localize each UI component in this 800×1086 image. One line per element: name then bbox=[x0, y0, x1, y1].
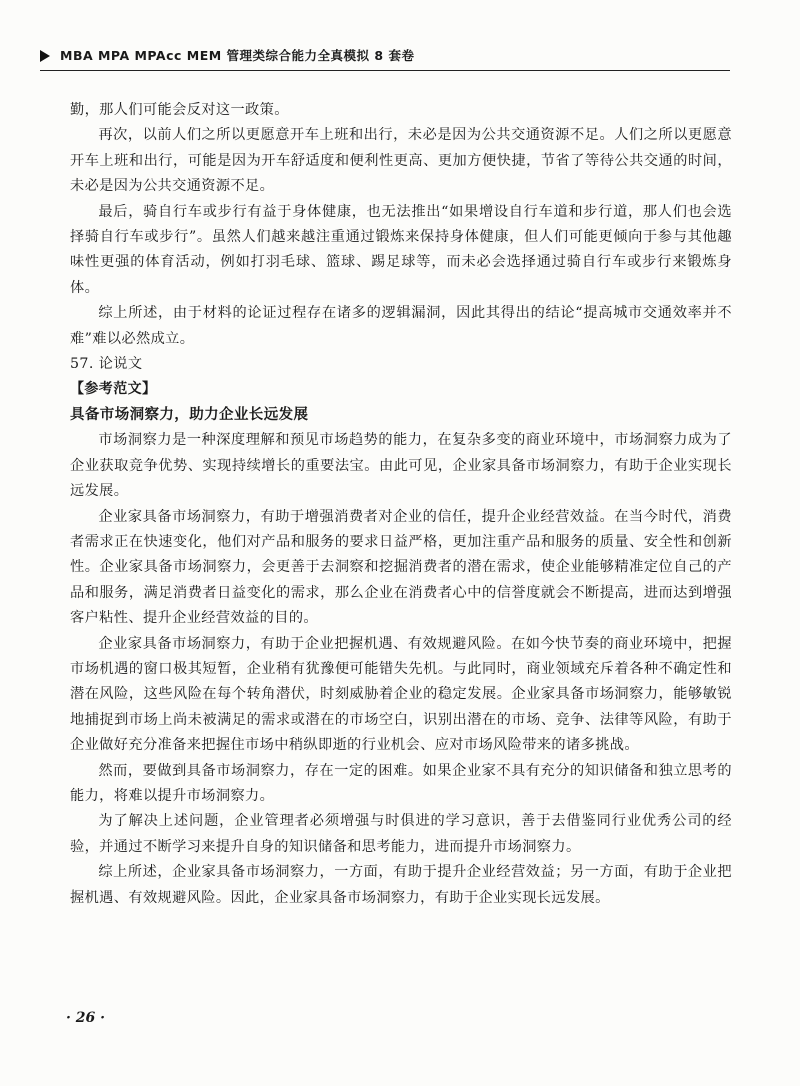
essay-paragraph: 然而，要做到具备市场洞察力，存在一定的困难。如果企业家不具有充分的知识储备和独立思考的能力，将难以提升市场洞察力。 bbox=[70, 762, 732, 804]
page-body bbox=[70, 98, 732, 911]
paragraph: 勤，那人们可能会反对这一政策。 bbox=[70, 102, 289, 118]
page-number: · 26 · bbox=[66, 1010, 105, 1026]
running-header-title: MBA MPA MPAcc MEM 管理类综合能力全真模拟 8 套卷 bbox=[60, 48, 415, 63]
question-label: 57. 论说文 bbox=[70, 356, 143, 373]
essay-paragraph: 企业家具备市场洞察力，有助于增强消费者对企业的信任，提升企业经营效益。在当今时代，消费者需求正在快速变化，他们对产品和服务的要求日益严格，更加注重产品和服务的质量、安全性和创新性。企业家具备市场洞察力，会更善于去洞察和挖掘消费者的潜在需求，使企业能够精准定位自己的产品和服务，满足消费者日益变化的需求，那么企业在消费者心中的信誉度就会不断提高，进而达到增强客户粘性、提升企业经营效益的目的。 bbox=[70, 508, 732, 627]
essay-paragraph: 企业家具备市场洞察力，有助于企业把握机遇、有效规避风险。在如今快节奏的商业环境中，把握市场机遇的窗口极其短暂，企业稍有犹豫便可能错失先机。与此同时，商业领域充斥着各种不确定性和潜在风险，这些风险在每个转角潜伏，时刻威胁着企业的稳定发展。企业家具备市场洞察力，能够敏锐地捕捉到市场上尚未被满足的需求或潜在的市场空白，识别出潜在的市场、竞争、法律等风险，有助于企业做好充分准备来把握住市场中稍纵即逝的行业机会、应对市场风险带来的诸多挑战。 bbox=[70, 635, 732, 754]
triangle-marker-icon bbox=[40, 50, 50, 62]
paragraph: 综上所述，由于材料的论证过程存在诸多的逻辑漏洞，因此其得出的结论“提高城市交通效率并不难”难以必然成立。 bbox=[70, 305, 732, 347]
essay-paragraph: 为了解决上述问题，企业管理者必须增强与时俱进的学习意识，善于去借鉴同行业优秀公司的经验，并通过不断学习来提升自身的知识储备和思考能力，进而提升市场洞察力。 bbox=[70, 813, 732, 855]
paragraph: 最后，骑自行车或步行有益于身体健康，也无法推出“如果增设自行车道和步行道，那人们也会选择骑自行车或步行”。虽然人们越来越注重通过锻炼来保持身体健康，但人们可能更倾向于参与其他趣味性更强的体育活动，例如打羽毛球、篮球、踢足球等，而未必会选择通过骑自行车或步行来锻炼身体。 bbox=[70, 203, 732, 296]
reference-label: 【参考范文】 bbox=[70, 381, 157, 398]
essay-paragraph: 市场洞察力是一种深度理解和预见市场趋势的能力，在复杂多变的商业环境中，市场洞察力成为了企业获取竞争优势、实现持续增长的重要法宝。由此可见，企业家具备市场洞察力，有助于企业实现长远发展。 bbox=[70, 432, 732, 500]
essay-title: 具备市场洞察力，助力企业长远发展 bbox=[70, 406, 309, 423]
paragraph: 再次，以前人们之所以更愿意开车上班和出行，未必是因为公共交通资源不足。人们之所以更愿意开车上班和出行，可能是因为开车舒适度和便利性更高、更加方便快捷，节省了等待公共交通的时间，未必是因为公共交通资源不足。 bbox=[70, 127, 732, 195]
running-header bbox=[40, 46, 730, 71]
essay-paragraph: 综上所述，企业家具备市场洞察力，一方面，有助于提升企业经营效益；另一方面，有助于企业把握机遇、有效规避风险。因此，企业家具备市场洞察力，有助于企业实现长远发展。 bbox=[70, 864, 732, 906]
